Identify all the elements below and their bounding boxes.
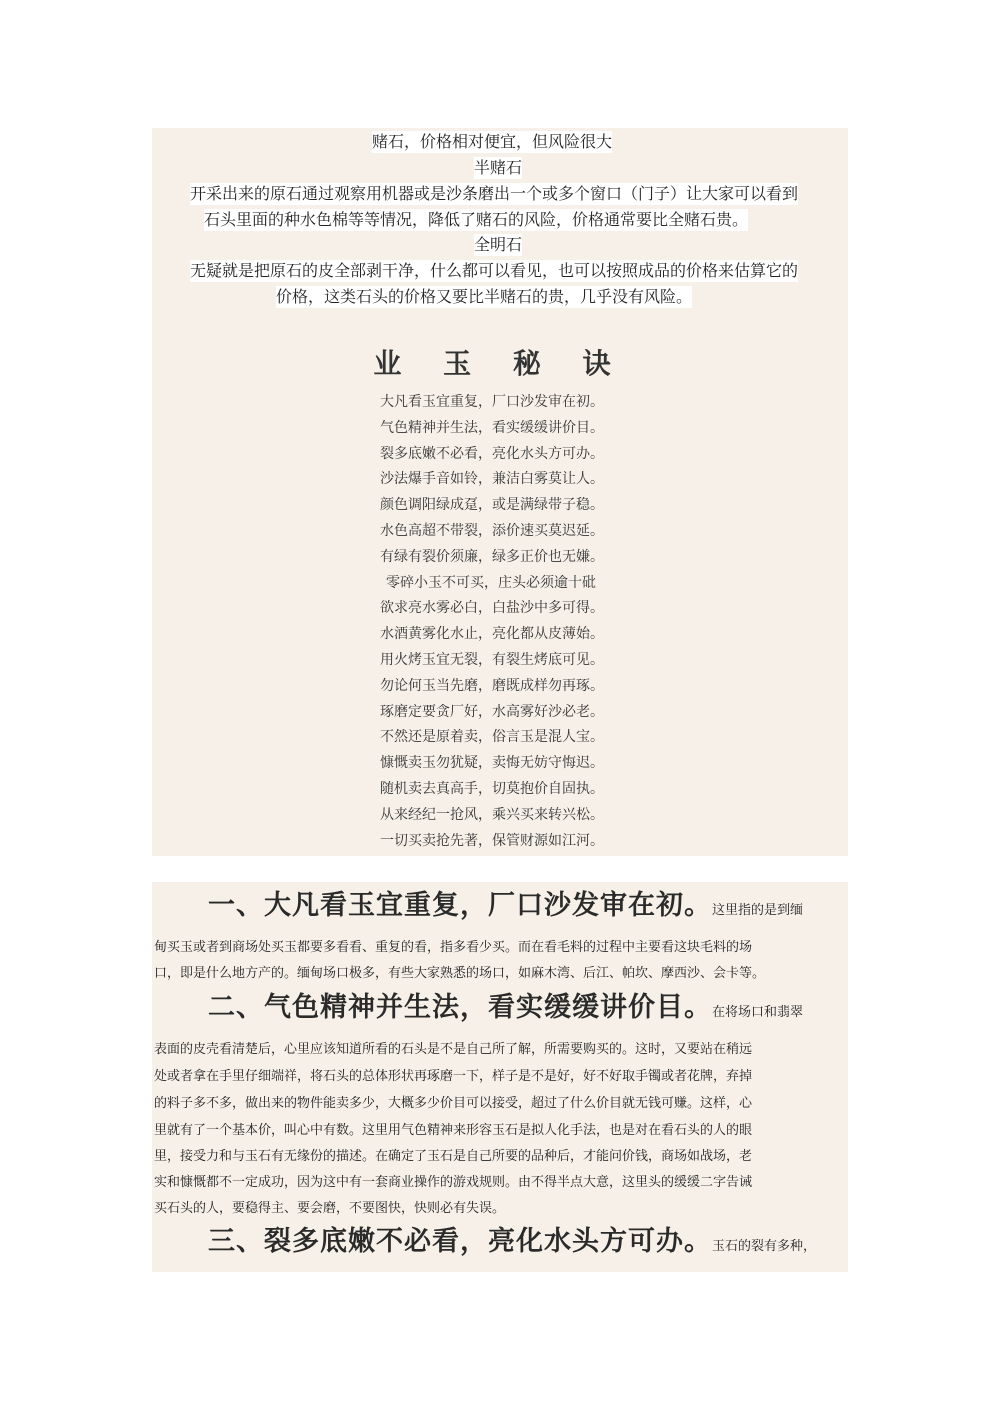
heading-semi-gamble-stone: 半赌石	[474, 158, 523, 177]
poem-line: 勿论何玉当先磨，磨既成样勿再琢。	[380, 677, 604, 694]
poem-line: 颜色调阳绿成趸，或是满绿带子稳。	[380, 497, 604, 514]
poem-body	[380, 390, 604, 854]
section-2-heading-line	[208, 992, 804, 1023]
poem-line: 裂多底嫩不必看，亮化水头方可办。	[380, 445, 604, 462]
section-2-text-line: 表面的皮壳看清楚后，心里应该知道所看的石头是不是自己所了解，所需要购买的。这时，又要站在稍远	[154, 1042, 753, 1057]
semi-gamble-desc-line-1: 开采出来的原石通过观察用机器或是沙条磨出一个或多个窗口（门子）让大家可以看到	[190, 184, 799, 203]
poem-line: 气色精神并生法，看实缓缓讲价目。	[380, 419, 604, 436]
semi-gamble-desc-line-2: 石头里面的种水色棉等等情况，降低了赌石的风险，价格通常要比全赌石贵。	[204, 210, 749, 229]
heading-full-clear-stone: 全明石	[474, 235, 523, 254]
section-1-title: 一、大凡看玉宜重复，厂口沙发审在初。	[208, 890, 712, 921]
section-1-heading-line	[208, 890, 804, 921]
poem-line: 水酒黄雾化水止，亮化都从皮薄始。	[380, 626, 604, 643]
section-3-inline-text: 玉石的裂有多种，	[712, 1239, 817, 1254]
section-3-heading-line	[208, 1226, 817, 1257]
section-2-text-line: 处或者拿在手里仔细端祥，将石头的总体形状再琢磨一下，样子是不是好，好不好取手镯或者花牌，弃掉	[154, 1069, 753, 1084]
poem-line: 随机卖去真高手，切莫抱价自固执。	[380, 780, 604, 797]
poem-line: 慷慨卖玉勿犹疑，卖悔无妨守悔迟。	[380, 755, 604, 772]
poem-title: 业 玉 秘 诀	[373, 347, 627, 380]
section-2-text-line: 买石头的人，要稳得主、要会磨，不要图快，快则必有失误。	[154, 1201, 506, 1216]
poem-line: 有绿有裂价须廉，绿多正价也无嫌。	[380, 548, 604, 565]
poem-line: 欲求亮水雾必白，白盐沙中多可得。	[380, 600, 604, 617]
poem-line: 零碎小玉不可买，庄头必须逾十砒	[386, 574, 596, 591]
poem-line: 琢磨定要贪厂好，水高雾好沙必老。	[380, 703, 604, 720]
intro-line: 赌石，价格相对便宜，但风险很大	[372, 132, 613, 151]
section-1-text-line: 口，即是什么地方产的。缅甸场口极多，有些大家熟悉的场口，如麻木湾、后江、帕坎、摩西沙、会卡等。	[154, 966, 766, 981]
full-clear-desc-line-1: 无疑就是把原石的皮全部剥干净，什么都可以看见，也可以按照成品的价格来估算它的	[190, 261, 799, 280]
section-3-title: 三、裂多底嫩不必看，亮化水头方可办。	[208, 1226, 712, 1257]
section-1-inline-text: 这里指的是到缅	[712, 903, 804, 918]
full-clear-desc-line-2: 价格，这类石头的价格又要比半赌石的贵，几乎没有风险。	[276, 287, 693, 306]
section-2-inline-text: 在将场口和翡翠	[712, 1005, 804, 1020]
section-2-title: 二、气色精神并生法，看实缓缓讲价目。	[208, 992, 712, 1023]
poem-line: 大凡看玉宜重复，厂口沙发审在初。	[380, 394, 604, 410]
section-2-text-line: 里就有了一个基本价，叫心中有数。这里用气色精神来形容玉石是拟人化手法，也是对在看石头的人的眼	[154, 1123, 753, 1138]
poem-line: 不然还是原着卖，俗言玉是混人宝。	[380, 729, 604, 746]
intro-poem-panel	[152, 128, 848, 856]
section-2-text-line: 实和慷慨都不一定成功，因为这中有一套商业操作的游戏规则。由不得半点大意，这里头的缓缓二字告诫	[154, 1175, 753, 1190]
poem-line: 从来经纪一抢风，乘兴买来转兴松。	[380, 806, 604, 823]
poem-line: 水色高超不带裂，添价速买莫迟延。	[380, 522, 604, 539]
poem-line: 一切买卖抢先著，保管财源如江河。	[380, 832, 604, 849]
section-2-text-line: 的料子多不多，做出来的物件能卖多少，大概多少价目可以接受，超过了什么价目就无钱可赚。这样，心	[154, 1096, 753, 1111]
section-1-text-line: 甸买玉或者到商场处买玉都要多看看、重复的看，指多看少买。而在看毛料的过程中主要看这块毛料的场	[154, 940, 753, 955]
section-2-text-line: 里，接受力和与玉石有无缘份的描述。在确定了玉石是自己所要的品种后，才能问价钱，商场如战场，老	[154, 1149, 753, 1164]
poem-line: 用火烤玉宜无裂，有裂生烤底可见。	[380, 651, 604, 668]
commentary-panel	[152, 882, 848, 1272]
poem-line: 沙法爆手音如铃，兼洁白雾莫让人。	[380, 471, 604, 488]
